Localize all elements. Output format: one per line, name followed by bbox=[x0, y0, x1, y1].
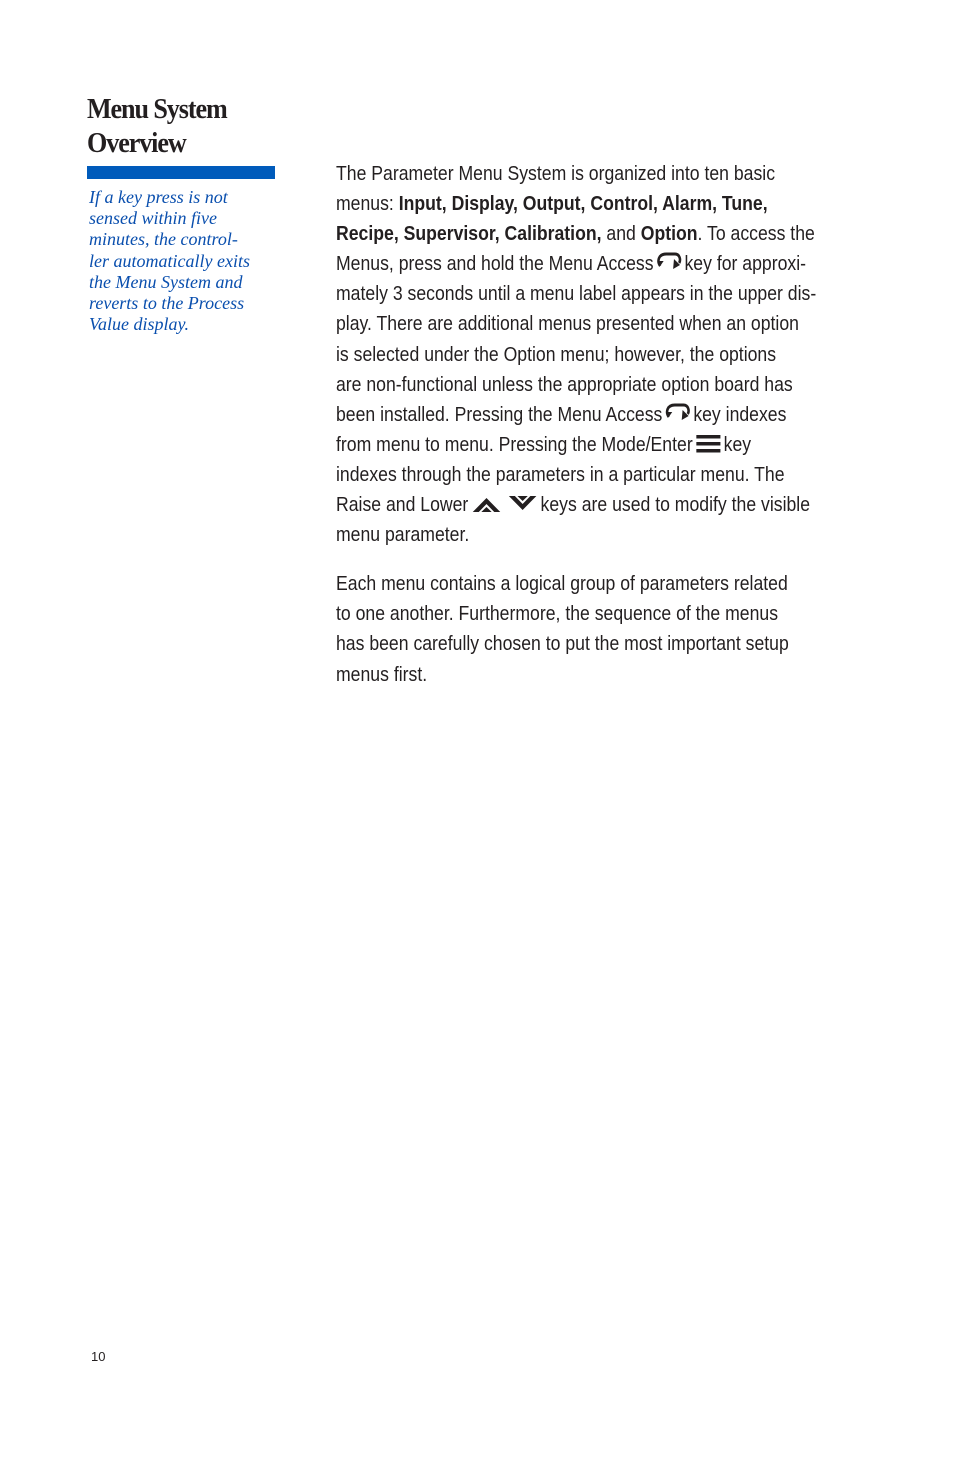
body-line bbox=[336, 219, 815, 249]
body-line: are non-functional unless the appropriate option board has bbox=[336, 372, 793, 396]
body-text-run: Raise and Lower bbox=[336, 493, 469, 517]
body-text-run: key indexes bbox=[693, 402, 787, 426]
body-line: is selected under the Option menu; however, the options bbox=[336, 342, 777, 366]
sidebar-note-line: ler automatically exits bbox=[89, 250, 250, 271]
sidebar-note-line: sensed within five bbox=[89, 208, 217, 229]
page-title bbox=[87, 92, 227, 160]
body-line: mately 3 seconds until a menu label appears in the upper dis- bbox=[336, 282, 817, 306]
mode-enter-key-icon bbox=[695, 434, 721, 454]
page-number: 10 bbox=[91, 1349, 106, 1364]
body-text-run: key for approxi- bbox=[684, 252, 806, 276]
page-title-line-1: Menu System bbox=[87, 93, 227, 125]
body-line bbox=[336, 189, 792, 219]
body-line: play. There are additional menus presented when an option bbox=[336, 312, 799, 336]
menu-name-option-bold: Option bbox=[640, 222, 698, 246]
body-line bbox=[336, 249, 806, 279]
sidebar-note-line: If a key press is not bbox=[89, 187, 228, 207]
body-line: indexes through the parameters in a particular menu. The bbox=[336, 462, 785, 486]
body-text-run: menus: bbox=[336, 192, 399, 216]
body-line: has been carefully chosen to put the most important setup bbox=[336, 632, 789, 656]
lower-key-icon bbox=[507, 494, 538, 514]
body-line bbox=[336, 430, 792, 460]
sidebar-note-line: minutes, the control- bbox=[89, 229, 238, 250]
menu-names-bold: Recipe, Supervisor, Calibration, bbox=[336, 222, 602, 246]
page-title-line-2: Overview bbox=[87, 127, 186, 159]
sidebar-note-line: reverts to the Process bbox=[89, 293, 245, 314]
body-text-run: been installed. Pressing the Menu Access bbox=[336, 402, 663, 426]
body-line: The Parameter Menu System is organized into ten basic bbox=[336, 162, 776, 185]
menu-names-bold: Input, Display, Output, Control, Alarm, Tune, bbox=[398, 192, 768, 216]
raise-key-icon bbox=[471, 494, 502, 514]
body-text-run: keys are used to modify the visible bbox=[540, 493, 811, 517]
sidebar-note-line: Value display. bbox=[89, 314, 189, 335]
body-line: menu parameter. bbox=[336, 523, 470, 547]
body-text-run: key bbox=[723, 432, 752, 456]
body-line: to one another. Furthermore, the sequence of the menus bbox=[336, 602, 779, 626]
sidebar-note bbox=[89, 187, 279, 335]
body-text-run: Menus, press and hold the Menu Access bbox=[336, 252, 654, 276]
body-line bbox=[336, 490, 811, 520]
body-line: menus first. bbox=[336, 662, 428, 686]
menu-access-key-icon bbox=[656, 251, 682, 273]
body-text-run: from menu to menu. Pressing the Mode/Enter bbox=[336, 432, 693, 456]
body-line: Each menu contains a logical group of parameters related bbox=[336, 572, 788, 596]
accent-rule bbox=[87, 166, 275, 179]
menu-access-key-icon bbox=[665, 402, 691, 424]
body-text-run: . To access the bbox=[697, 222, 815, 246]
paragraph-menu-grouping bbox=[336, 569, 866, 689]
body-text-run: and bbox=[601, 222, 641, 246]
body-line bbox=[336, 400, 792, 430]
body-text bbox=[336, 159, 866, 690]
paragraph-menu-system bbox=[336, 159, 866, 550]
sidebar-note-line: the Menu System and bbox=[89, 271, 243, 292]
